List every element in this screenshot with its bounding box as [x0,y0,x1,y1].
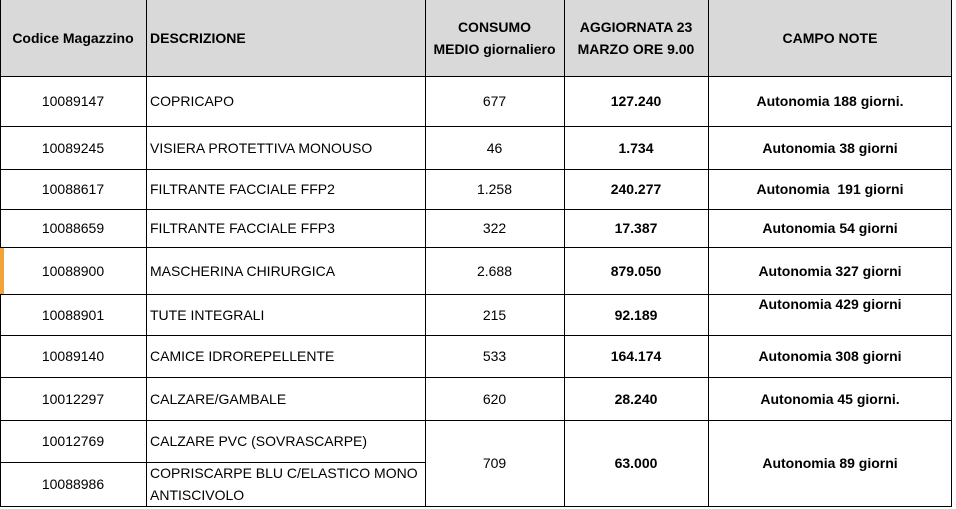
table-row-cell-consumption[interactable]: 2.688 [476,262,513,279]
grid-line [951,0,952,507]
table-row-cell-stock[interactable]: 1.734 [618,139,654,156]
table-row-cell-note[interactable]: Autonomia 54 giorni [762,220,898,236]
grid-line [146,0,147,507]
table-row-cell-stock[interactable]: 92.189 [614,306,658,323]
table-row-cell-code[interactable]: 10088901 [41,306,105,323]
grid-line [0,76,952,77]
table-row-cell-code[interactable]: 10088617 [41,181,105,197]
table-row-cell-description[interactable]: CAMICE IDROREPELLENTE [150,348,335,364]
table-row-cell-code[interactable]: 10012297 [41,390,105,407]
table-row-cell-description[interactable]: CALZARE/GAMBALE [150,390,287,407]
header-updated-line2: MARZO ORE 9.00 [577,41,695,57]
table-row-cell-stock[interactable]: 28.240 [614,390,658,407]
grid-line [708,0,709,507]
table-row-cell-stock[interactable]: 127.240 [610,93,662,109]
grid-line [0,294,952,295]
grid-line [0,506,952,507]
row-selection-marker [0,248,4,294]
header-notes[interactable]: CAMPO NOTE [708,0,952,76]
table-row-cell-code[interactable]: 10012769 [41,433,105,449]
header-consumption-line1: CONSUMO [457,19,532,35]
table-row-cell-consumption[interactable]: 677 [482,93,507,109]
grid-line [0,420,952,421]
merged-cell-stock[interactable]: 63.000 [614,455,658,471]
header-description[interactable]: DESCRIZIONE [146,0,425,76]
table-row-cell-description[interactable]: FILTRANTE FACCIALE FFP3 [150,220,335,236]
grid-line [425,0,426,507]
table-row-cell-note[interactable]: Autonomia 429 giorni [758,296,902,312]
table-row-cell-stock[interactable]: 240.277 [610,181,662,197]
table-row-cell-consumption[interactable]: 215 [482,306,507,323]
grid-line [0,462,425,463]
header-consumption[interactable] [425,0,564,76]
header-consumption-line2: MEDIO giornaliero [433,41,556,57]
table-row-cell-consumption[interactable]: 1.258 [476,181,513,197]
table-row-cell-code[interactable]: 10088986 [41,476,105,492]
grid-line [0,335,952,336]
table-row-cell-consumption[interactable]: 322 [482,220,507,236]
table-row-cell-code[interactable]: 10089140 [41,348,105,364]
table-row-cell-description[interactable]: COPRISCARPE BLU C/ELASTICO MONO ANTISCIVOLO [150,465,418,503]
table-row-cell-note[interactable]: Autonomia 308 giorni [758,348,902,364]
grid-line [0,209,952,210]
grid-line [0,126,952,127]
table-row-cell-stock[interactable]: 879.050 [610,262,662,279]
grid-line [0,247,952,248]
table-row-cell-consumption[interactable]: 533 [482,348,507,364]
table-row-cell-stock[interactable]: 17.387 [614,220,658,236]
grid-line [0,169,952,170]
table-row-cell-code[interactable]: 10088659 [41,220,105,236]
table-row-cell-note[interactable]: Autonomia 38 giorni [762,139,898,156]
header-code[interactable]: Codice Magazzino [0,0,146,76]
table-row-cell-description[interactable]: MASCHERINA CHIRURGICA [150,262,336,279]
table-row-cell-stock[interactable]: 164.174 [610,348,662,364]
column-gap [952,0,956,509]
table-row-cell-description[interactable]: CALZARE PVC (SOVRASCARPE) [150,433,368,449]
grid-line [0,377,952,378]
header-updated-line1: AGGIORNATA 23 [579,19,693,35]
table-row-cell-description[interactable]: TUTE INTEGRALI [150,306,265,323]
table-row-cell-description[interactable]: COPRICAPO [150,93,235,109]
table-row-cell-description[interactable]: FILTRANTE FACCIALE FFP2 [150,181,335,197]
table-row-cell-consumption[interactable]: 620 [482,390,507,407]
merged-cell-consumption[interactable]: 709 [482,455,507,471]
table-row-cell-code[interactable]: 10089245 [41,139,105,156]
merged-cell-note[interactable]: Autonomia 89 giorni [762,455,898,471]
table-row-cell-description[interactable]: VISIERA PROTETTIVA MONOUSO [150,139,373,156]
table-row-cell-code[interactable]: 10089147 [41,93,105,109]
table-row-cell-note[interactable]: Autonomia 327 giorni [758,262,902,279]
table-row-cell-note[interactable]: Autonomia 191 giorni [756,181,904,197]
grid-line [564,0,565,507]
table-row-cell-consumption[interactable]: 46 [486,139,503,156]
table-row-cell-code[interactable]: 10088900 [41,262,105,279]
table-row-cell-note[interactable]: Autonomia 188 giorni. [756,93,904,109]
header-updated[interactable] [564,0,708,76]
table-row-cell-note[interactable]: Autonomia 45 giorni. [760,390,900,407]
